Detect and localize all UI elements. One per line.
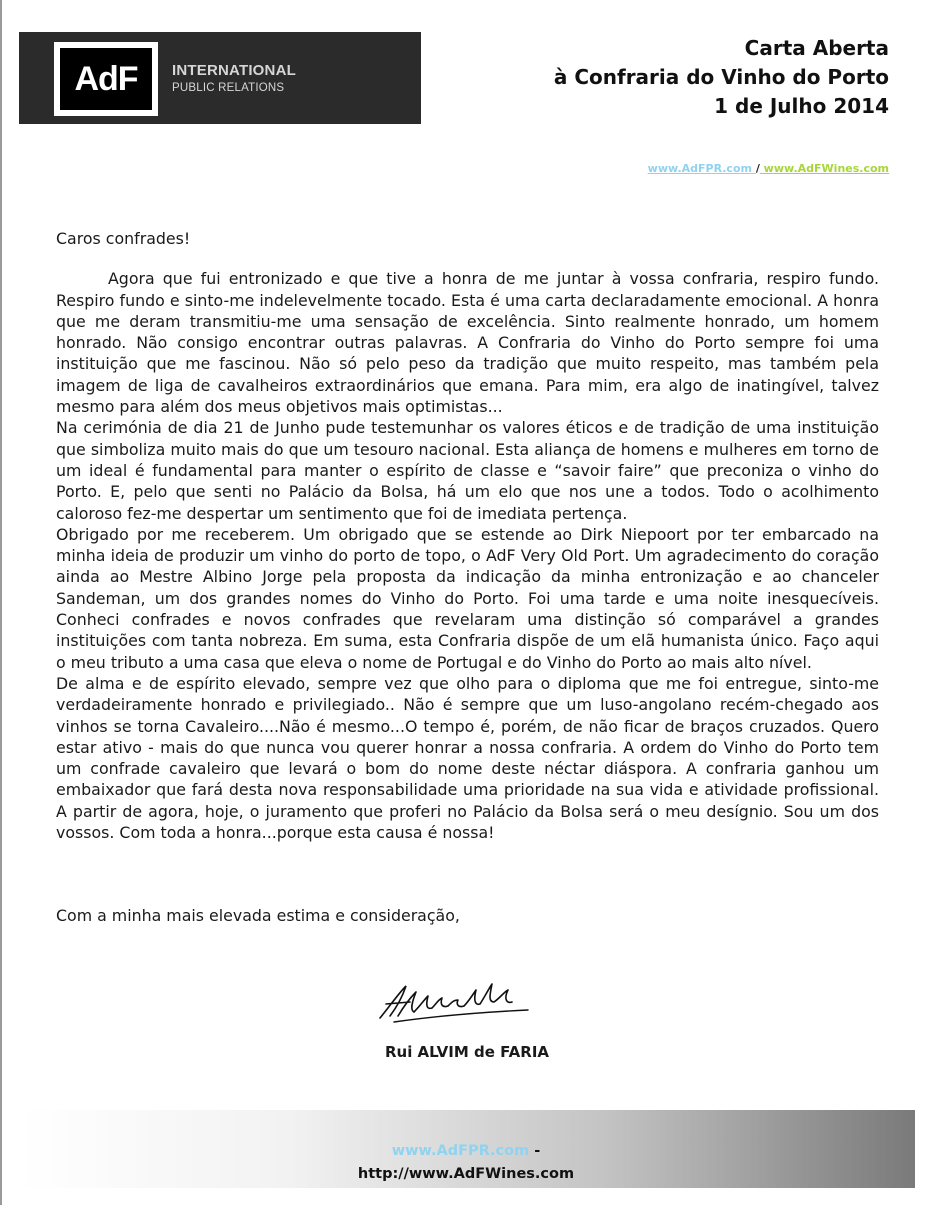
logo-line-public-relations: PUBLIC RELATIONS bbox=[172, 82, 285, 94]
letter-paragraph-2: Na cerimónia de dia 21 de Junho pude testemunhar os valores éticos e de tradição de uma instituição que simboliza muito mais do que um tesouro nacional. Esta aliança de homens e mulheres em torno de um ideal é fundamental para manter o espírito de classe e “savoir faire” que preconiza o vinho do Porto. E, pelo que senti no Palácio da Bolsa, há um elo que nos une a todos. Todo o acolhimento caloroso fez-me despertar um sentimento que foi de imediata pertença. bbox=[56, 418, 879, 523]
letter-paragraph-1: Agora que fui entronizado e que tive a honra de me juntar à vossa confraria, respiro fundo. Respiro fundo e sinto-me indelevelmente tocado. Esta é uma carta declaradamente emocional. A honra que me deram transmitiu-me uma sensação de excelência. Sinto realmente honrado, um homem honrado. Não consigo encontrar outras palavras. A Confraria do Vinho do Porto sempre foi uma instituição que me fascinou. Não só pelo peso da tradição que muito respeito, mas também pela imagem de liga de cavalheiros extraordinários que emana. Para mim, era algo de inatingível, talvez mesmo para além dos meus objetivos mais optimistas... bbox=[56, 269, 879, 417]
link-separator: / bbox=[755, 162, 760, 175]
logo-mark: AdF bbox=[60, 48, 152, 110]
signer-name: Rui ALVIM de FARIA bbox=[384, 1043, 550, 1061]
handwritten-signature bbox=[376, 976, 536, 1026]
footer-adfpr-link[interactable]: www.AdFPR.com bbox=[391, 1143, 530, 1159]
logo-line-international: INTERNATIONAL bbox=[172, 62, 296, 79]
letter-greeting: Caros confrades! bbox=[56, 229, 191, 248]
letter-body bbox=[56, 228, 879, 843]
page-left-border bbox=[0, 0, 2, 1205]
letter-closing: Com a minha mais elevada estima e consideração, bbox=[56, 906, 460, 925]
footer-dash: - bbox=[529, 1143, 541, 1159]
title-line-2: à Confraria do Vinho do Porto bbox=[553, 65, 889, 89]
letter-paragraph-3: Obrigado por me receberem. Um obrigado que se estende ao Dirk Niepoort por ter embarcado na minha ideia de produzir um vinho do porto de topo, o AdF Very Old Port. Um agradecimento do coração ainda ao Mestre Albino Jorge pela proposta da indicação da minha entronização e ao chanceler Sandeman, um dos grandes nomes do Vinho do Porto. Foi uma tarde e uma noite inesquecíveis. Conheci confrades e novos confrades que revelaram uma distinção só comparável a grandes instituições com tanta nobreza. Em suma, esta Confraria dispõe de um elã humanista único. Faço aqui o meu tributo a uma casa que eleva o nome de Portugal e do Vinho do Porto ao mais alto nível. bbox=[56, 524, 879, 672]
header-web-links bbox=[648, 162, 889, 175]
company-logo-banner bbox=[19, 32, 421, 124]
footer-adfwines-link[interactable]: http://www.AdFWines.com bbox=[357, 1166, 575, 1182]
adfwines-link[interactable]: www.AdFWines.com bbox=[759, 162, 889, 175]
letter-paragraph-4: De alma e de espírito elevado, sempre vez que olho para o diploma que me foi entregue, sinto-me verdadeiramente honrado e privilegiado.. Não é sempre que um luso-angolano recém-chegado aos vinhos se torna Cavaleiro....Não é mesmo...O tempo é, porém, de não ficar de braços cruzados. Quero estar ativo - mais do que nunca vou querer honrar a nossa confraria. A ordem do Vinho do Porto tem um confrade cavaleiro que levará o bom do nome deste néctar diáspora. A confraria ganhou um embaixador que fará desta nova responsabilidade uma prioridade na sua vida e atividade profissional. A partir de agora, hoje, o juramento que proferi no Palácio da Bolsa será o meu desígnio. Sou um dos vossos. Com toda a honra...porque esta causa é nossa! bbox=[56, 673, 879, 843]
adfpr-link[interactable]: www.AdFPR.com bbox=[647, 162, 756, 175]
footer-links bbox=[0, 1140, 932, 1186]
logo-mark-box bbox=[54, 42, 158, 116]
letter-title bbox=[554, 34, 889, 121]
title-line-3-date: 1 de Julho 2014 bbox=[714, 94, 889, 118]
title-line-1: Carta Aberta bbox=[744, 36, 889, 60]
